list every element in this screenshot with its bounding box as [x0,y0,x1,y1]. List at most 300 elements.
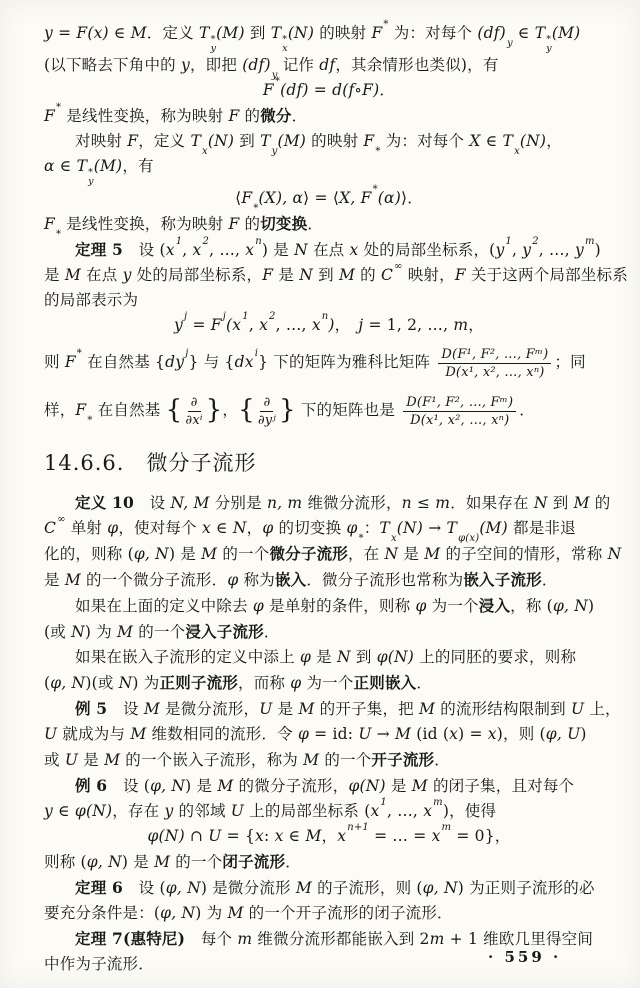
text-run: 则称 ( [44,853,87,871]
text-run: 处的局部坐标系，( [358,241,496,259]
subscript: y [271,146,278,158]
math-expression: F [228,215,240,233]
text-run: 到 [547,494,574,512]
section-heading [44,448,614,478]
text-run: 上的局部坐标系 ( [244,802,371,820]
math-expression: (N) [519,132,547,150]
display-formula-line [44,821,614,849]
text-run: 的 [355,266,381,284]
text-run: = 0}， [451,827,511,845]
superscript: 1 [505,235,512,247]
text-run: = id: [309,725,359,743]
bold-term: 定义 10 [75,493,134,512]
subscript: y [88,176,94,187]
text-run: 化的，则称 ( [44,545,134,563]
text-run: = 1, 2, …, [363,316,454,334]
math-expression: F* [64,347,82,371]
text-run: 的一个 [133,623,186,641]
bold-term: 开子流形 [371,750,435,769]
text-run: ∩ [184,827,209,845]
text-run: : [264,827,275,845]
math-expression: φ [299,648,311,666]
text-run: ， [468,316,484,334]
text-run: 关于这两个局部坐标系 [465,266,628,284]
text-run: 在自然基 { [82,353,166,371]
text-line [44,619,614,645]
text-run: ∈ [52,802,75,820]
math-expression: C∞ [380,260,403,284]
text-run: ， [321,827,338,845]
text-run: 是 [273,266,300,284]
math-expression: y [164,802,174,820]
text-run: 对映射 [75,132,128,150]
text-run: 的 [589,494,611,512]
text-run: } 与 { [188,353,235,371]
text-run: 是 [44,266,65,284]
text-run: { [165,395,183,425]
text-run: 是 [385,777,412,795]
math-expression: φ(N) [348,777,386,795]
math-expression: $x^{n+1}$ [337,821,369,845]
math-expression: U [570,700,585,718]
text-run: 的闭子集，且对每个 [427,777,575,795]
math-expression: $F_*$ [75,401,93,427]
text-run: 的邻域 [173,802,231,820]
math-expression: φ(N) [376,648,415,666]
subscript: y [210,43,217,54]
bold-term: 嵌入子流形 [463,570,542,589]
math-expression: y [122,266,132,284]
text-line [44,338,614,386]
bold-term: 正则子流形 [159,673,239,692]
bold-term: 微分 [260,106,292,125]
text-run: ，其余情形也类似)，有 [335,56,499,74]
text-run: 样， [44,401,76,419]
text-run: ， [334,316,359,334]
text-run: ) 为正则子流形的必 [457,879,595,897]
text-line [44,211,614,241]
text-run: ) 是 [121,853,155,871]
text-line [44,18,614,54]
superscript: * [274,75,281,87]
bold-term: 切变换 [260,214,308,233]
superscript: 2 [202,235,210,247]
text-line [44,875,614,901]
math-expression: df [319,56,336,74]
math-expression: φ, N [133,545,169,563]
superscript: m [441,821,452,833]
math-expression: (M) [93,157,123,175]
fraction-denominator: ∂xⁱ [185,412,203,428]
math-expression: x [274,827,284,845]
math-expression: ) [328,316,335,334]
text-run: 的切变换 [273,519,347,537]
superscript: 1 [175,235,183,247]
text-run: 的一个嵌入子流形，称为 [120,751,304,769]
math-expression: y = F(x) ∈ M [44,24,147,42]
text-run: 是 [78,751,105,769]
math-expression: U [64,751,79,769]
text-run: 的 [239,107,261,125]
text-run: ) 是 [185,777,218,795]
math-expression: M [295,879,312,897]
text-run: 都是非退 [507,519,576,537]
text-run: ∈ [54,157,77,175]
text-line [44,53,614,82]
text-line [44,490,614,516]
superscript: ∞ [57,513,66,525]
bold-term: 定理 7(惠特尼) [75,929,186,948]
text-run: 的映射 [314,24,372,42]
bold-term: 浸入子流形 [185,622,264,641]
math-expression: T * y [76,157,94,187]
display-formula-line [44,183,614,215]
math-expression: U [358,725,372,743]
subscript: x [390,533,397,545]
math-expression: $(df)_y$ [477,24,513,50]
text-run: )，使得 [442,802,497,820]
math-expression: M [64,571,81,589]
math-expression: M [411,777,428,795]
fraction-numerator: ∂ [260,395,273,412]
text-run: ．如果存在 [450,494,534,512]
math-expression: $y^1$ [495,235,512,259]
math-expression: $T_x$ [502,132,520,158]
text-line [44,747,614,773]
math-expression: m [429,930,445,948]
text-run: → [423,519,447,537]
superscript: 2 [269,310,276,322]
math-expression: $F^j$ [210,310,227,334]
math-expression: $x^1$ [165,235,183,259]
math-expression: (M) [216,24,245,42]
text-run: (id ( [411,725,450,743]
math-expression: U [208,827,222,845]
jacobian-fraction [185,395,202,428]
math-expression: F* [371,18,389,42]
text-run: 是线性变换，称为映射 [61,107,229,125]
text-run: , [182,241,193,259]
math-expression: (df) = d(f∘F) [280,81,380,99]
text-run: , …, [386,802,424,820]
text-run: , …, [538,241,575,259]
fraction-numerator: D(F¹, F², …, Fᵐ) [403,395,516,412]
text-run: 的映射 [306,132,364,150]
text-run: 14.6.6. [44,451,125,475]
text-run: ∈ [283,827,306,845]
math-expression: m [435,494,451,512]
text-run: 上的同胚的要求，则称 [414,648,577,666]
text-run: ．定义 [146,24,200,42]
page-number: · 559 · [488,948,562,966]
math-expression: N [299,266,313,284]
math-expression: (N) [287,24,315,42]
math-expression: M [130,725,147,743]
bold-term: 嵌入 [274,570,307,589]
display-formula-line [44,310,614,338]
text-run: 为一个 [301,674,354,692]
superscript: * [88,167,94,178]
text-line [44,386,614,434]
math-expression: T * y [199,24,217,54]
text-run: 的一个 [319,751,372,769]
subscript: x [282,43,288,54]
text-run: = … = [368,827,432,845]
text-run: 是 [272,700,299,718]
text-run: → [371,725,396,743]
math-expression: x [201,519,211,537]
fraction-denominator: D(x¹, x², …, xⁿ) [410,412,510,428]
math-expression: M [395,725,412,743]
text-run: 为一个 [426,597,479,615]
math-expression: (M) [551,24,581,42]
text-run: 设 ( [122,879,166,897]
math-expression: $(df)_y$ [242,56,278,82]
math-expression: φ, N [50,674,86,692]
math-expression: x [349,241,359,259]
math-expression: (M) [277,132,307,150]
math-expression: φ [227,571,239,589]
text-run: ≤ [411,494,436,512]
text-run: ( [44,674,51,692]
math-expression: N [232,519,247,537]
math-expression: M [298,700,315,718]
math-expression: φ, U [545,725,581,743]
fraction-numerator: ∂ [188,395,201,412]
superscript: * [383,18,389,30]
text-run: ，有 [122,157,154,175]
math-expression: $x^2$ [259,310,276,334]
superscript: m [584,235,595,247]
text-run: ， [222,401,239,419]
math-expression: $y^2$ [522,235,539,259]
text-run: (以下略去下角中的 [44,56,181,74]
text-run: = [187,316,211,334]
math-expression: $x^1$ [232,310,249,334]
text-run: 到 [244,24,271,42]
math-expression: M [64,266,81,284]
math-expression: U [259,700,273,718]
text-run: 处的局部坐标系， [131,266,263,284]
superscript: n [255,235,262,247]
math-expression: M [104,751,121,769]
math-expression: F [228,107,240,125]
math-expression: N [71,623,85,641]
superscript: 2 [532,235,539,247]
text-line [44,773,614,799]
bold-term: 浸入 [478,596,511,615]
superscript: j [184,310,188,322]
math-expression: $x^m$ [431,821,452,845]
text-line [44,237,614,263]
text-run: ) 为 [84,623,118,641]
text-line [44,513,614,545]
superscript: m [433,796,443,808]
bold-term: 正则嵌入 [353,673,417,692]
text-run: ；同 [554,353,586,371]
text-run: 设 [107,700,144,718]
text-line [44,129,614,158]
math-expression: φ, N [86,853,122,871]
text-run: ，而称 [238,674,291,692]
text-line [44,541,622,567]
math-expression: $F_*$ [241,189,259,215]
math-expression: M [303,751,320,769]
display-formula-line [44,75,614,103]
text-run: ． [379,81,396,99]
superscript: 1 [242,310,249,322]
math-expression: T * y [534,24,552,54]
math-expression: $x^n$ [311,310,329,334]
text-run: )，则 ( [496,725,546,743]
math-expression: C∞ [44,513,66,537]
text-run: ， [246,519,263,537]
math-expression: y [180,56,190,74]
text-run: 则 [44,353,65,371]
text-run: , …, [275,316,312,334]
superscript: * [76,347,82,359]
math-expression: n, m [266,494,303,512]
math-expression: F* [44,101,62,125]
text-run: 的一个微分子流形． [80,571,228,589]
text-run: 的流形结构限制到 [435,700,571,718]
text-run: ) 是 [261,241,295,259]
text-run: ∈ [512,24,535,42]
text-line [44,722,614,747]
math-expression: N [336,648,351,666]
math-expression: U [44,725,58,743]
text-run: 映射， [402,266,455,284]
text-run: 单射 [65,519,108,537]
text-run: 就成为与 [57,725,131,743]
math-expression: F [262,266,274,284]
math-expression: $dx^i$ [234,347,259,371]
text-run: ⟩ = ⟨ [303,189,340,207]
math-expression: F [127,132,139,150]
math-expression: φ(N) [147,827,185,845]
math-expression: M [217,777,234,795]
text-run: 分别是 [209,494,267,512]
bold-term: 例 5 [75,699,108,718]
superscript: 1 [380,796,387,808]
math-expression: X, [339,189,361,207]
math-expression: (N) [396,519,424,537]
math-expression: $\varphi_*$ [346,519,364,545]
text-run: = { [221,827,256,845]
math-expression: $x^2$ [192,235,210,259]
text-line [44,796,614,824]
fraction-denominator: D(x¹, x², …, xⁿ) [445,364,545,380]
text-run: ∈ [480,132,503,150]
math-expression: M [338,266,356,284]
superscript: * [546,34,552,45]
text-run: 的一个 [170,853,223,871]
text-run: 的子空间的情形，常称 [440,545,608,563]
text-run: (或 [44,623,72,641]
text-run: ． [291,107,308,125]
text-run: 称为 [238,571,275,589]
superscript: i [254,347,259,359]
text-run: ，使对每个 [118,519,202,537]
text-run: 设 [133,494,171,512]
subscript: y [506,38,513,50]
fraction-numerator: D(F¹, F², …, Fᵐ) [438,347,551,364]
text-run: ) [580,725,587,743]
text-run: ) 是微分流形 [200,879,296,897]
text-line [44,103,614,129]
text-line [44,670,614,696]
text-run: 在自然基 [92,401,166,419]
superscript: j [222,310,227,322]
text-run: 在点 [307,241,350,259]
math-expression: j [358,316,364,334]
text-run: 或 [44,751,65,769]
text-line [44,696,621,722]
text-run: 要充分条件是：( [44,904,161,922]
math-expression: φ [290,674,302,692]
math-expression: M [117,623,134,641]
text-run: } [278,395,296,425]
text-run: ⟨ [235,189,242,207]
text-run: ． [541,571,558,589]
bold-term: 闭子流形 [222,852,286,871]
math-expression: F* [262,75,281,99]
subscript: * [253,203,259,215]
text-run: ，称 ( [510,597,553,615]
text-run: 是 [44,571,65,589]
math-expression: φ [297,725,310,743]
text-run: 中作为子流形． [44,955,154,973]
jacobian-fraction [403,395,516,428]
math-expression: φ [107,519,119,537]
text-run: 维数相同的流形．令 [146,725,298,743]
math-expression: m [453,316,469,334]
text-run: 到 [312,266,339,284]
bold-term: 定理 6 [75,878,123,897]
text-run: 上， [584,700,621,718]
text-run: 为：对每个 [388,24,478,42]
subscript: y [271,70,278,82]
superscript: j [185,347,189,359]
math-expression: m [237,930,253,948]
math-expression: φ, N [160,904,196,922]
text-run: 每个 [185,930,238,948]
math-expression: φ, N [552,597,589,615]
text-line [44,849,614,875]
text-run: 维微分流形都能嵌入到 2 [252,930,430,948]
text-run: 设 ( [107,777,151,795]
text-run: ) [594,241,601,259]
text-run: ． [307,215,324,233]
subscript: y [546,43,552,54]
text-line [44,593,614,619]
text-run: ， [546,132,562,150]
text-run: + 1 维欧几里得空间 [444,930,594,948]
math-expression: φ, N [150,777,186,795]
math-expression: ( [226,316,233,334]
text-run: 下的矩阵也是 [295,401,401,419]
text-run: ． [416,674,433,692]
math-expression: $T_{\varphi(x)}$ [446,519,480,545]
text-run: )(或 [85,674,119,692]
math-expression: F* [360,183,378,207]
text-run: 的 [239,215,261,233]
subscript: * [87,415,93,427]
subscript: x [201,146,208,158]
text-line [44,288,614,313]
text-run: 的一个 [217,545,270,563]
text-run: 是单射的条件，则称 [263,597,416,615]
